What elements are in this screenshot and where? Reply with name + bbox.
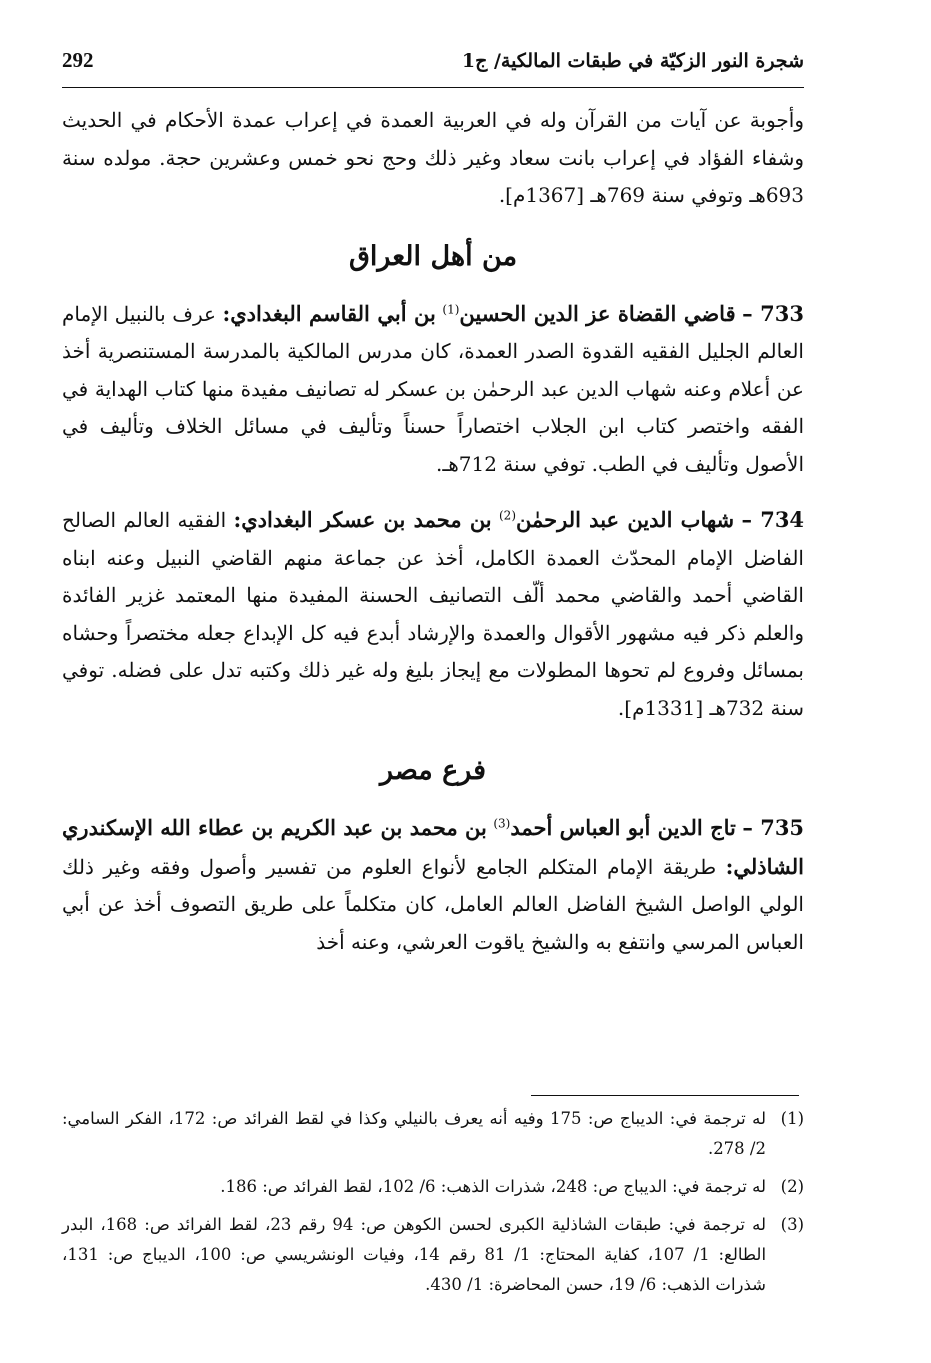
footnote-separator — [531, 1095, 799, 1096]
footnote-mark: (3) — [493, 816, 511, 831]
entry-text: طريقة الإمام المتكلم الجامع لأنواع العلوم من تفسير وأصول وفقه وغير ذلك الولي الواصل الشيخ الفاضل العالم العامل، كان متكلماً على طريق التصوف أخذ عن أبي العباس المرسي وانتفع به والشيخ ياقوت العرشي، وعنه أخذ — [62, 854, 804, 954]
running-header — [62, 48, 804, 88]
footnote-number: (1) — [780, 1109, 804, 1128]
entry-name: شهاب الدين عبد الرحمٰن — [516, 507, 735, 532]
footnote-text: له ترجمة في: الديباج ص: 248، شذرات الذهب: 6/ 102، لقط الفرائد ص: 186. — [220, 1177, 766, 1196]
entry-number: 733 – — [742, 300, 804, 326]
entry-733 — [62, 295, 804, 484]
footnote-mark: (1) — [442, 301, 460, 316]
intro-paragraph: وأجوبة عن آيات من القرآن وله في العربية العمدة في إعراب عمدة الأحكام في الحديث وشفاء الفؤاد في إعراب بانت سعاد وغير ذلك وحج نحو خمس وعشرين حجة. مولده سنة 693هـ وتوفي سنة 769هـ [1367م]. — [62, 108, 804, 207]
entry-text: الفقيه العالم الصالح الفاضل الإمام المحدّث العمدة الكامل، أخذ عن جماعة منهم القاضي النبيل وعنه ابناه القاضي أحمد والقاضي محمد ألّف التصانيف الحسنة المفيدة منها المعتمد غزير الفائدة والعلم ذكر فيه مشهور الأقوال والعمدة والإرشاد أبدع فيه كل الإبداع جعله مختصراً وحشاه بمسائل وفروع لم تحوها المطولات مع إيجاز بليغ وله غير ذلك وكتبه تدل على فضله. توفي سنة 732هـ [1331م]. — [62, 508, 805, 720]
page-number: 292 — [62, 48, 94, 72]
footnotes — [62, 1104, 804, 1308]
section-heading-egypt: فرع مصر — [379, 755, 487, 786]
entry-name-rest: بن أبي القاسم البغدادي: — [222, 300, 436, 326]
footnote-mark: (2) — [498, 508, 516, 523]
entry-number: 734 – — [741, 507, 805, 532]
section-heading-iraq: من أهل العراق — [348, 240, 518, 272]
footnote-2 — [62, 1172, 804, 1202]
footnote-3 — [62, 1210, 804, 1300]
entry-735 — [62, 809, 804, 961]
page-body — [62, 48, 804, 961]
footnote-number: (2) — [780, 1177, 804, 1196]
entry-text: عرف بالنبيل الإمام العالم الجليل الفقيه القدوة الصدر العمدة، كان مدرس المالكية بالمدرسة المستنصرية أخذ عن أعلام وعنه شهاب الدين عبد الرحمٰن بن عسكر له تصانيف مفيدة منها كتاب الهداية في الفقه واختصر كتاب ابن الجلاب اختصاراً حسناً وتأليف في مسائل الخلاف وتأليف في الأصول وتأليف في الطب. توفي سنة 712هـ. — [62, 301, 804, 476]
entry-name-rest: بن محمد بن عسكر البغدادي: — [233, 507, 492, 532]
entry-734 — [62, 501, 804, 727]
entry-name-rest: بن محمد بن عبد الكريم بن عطاء الله الإسكندري الشاذلي: — [62, 815, 804, 879]
footnote-number: (3) — [780, 1215, 804, 1234]
footnote-text: له ترجمة في: طبقات الشاذلية الكبرى لحسن الكوهن ص: 94 رقم 23، لقط الفرائد ص: 168، البدر الطالع: 1/ 107، كفاية المحتاج: 1/ 81 رقم 14، وفيات الونشريسي ص: 100، الديباج ص: 131، شذرات الذهب: 6/ 19، حسن المحاضرة: 1/ 430. — [62, 1215, 767, 1294]
entry-name: تاج الدين أبو العباس أحمد — [510, 815, 736, 840]
entry-number: 735 – — [742, 815, 805, 840]
footnote-1 — [62, 1104, 804, 1164]
entry-name: قاضي القضاة عز الدين الحسين — [459, 300, 736, 326]
book-title: شجرة النور الزكيّة في طبقات المالكية/ ج1 — [461, 50, 804, 72]
footnote-text: له ترجمة في: الديباج ص: 175 وفيه أنه يعرف بالنيلي وكذا في لقط الفرائد ص: 172، الفكر السامي: 2/ 278. — [62, 1109, 767, 1158]
